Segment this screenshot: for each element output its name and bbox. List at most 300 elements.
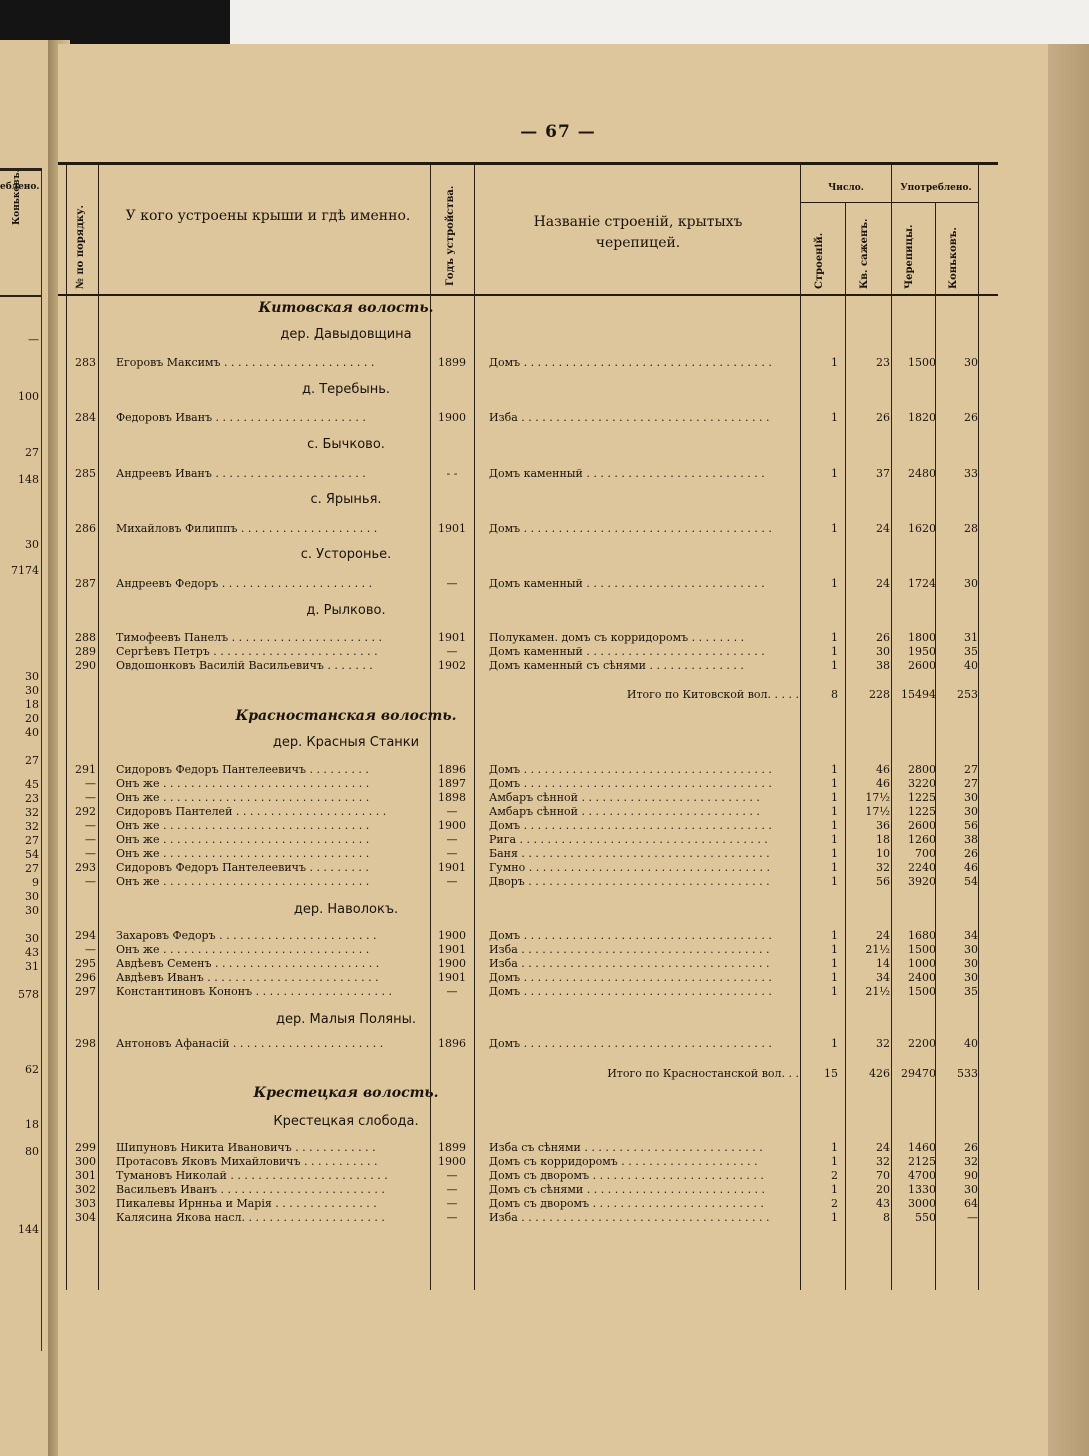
left-page-number: 7174 xyxy=(11,564,39,577)
left-page-number: 31 xyxy=(25,960,39,973)
volost-heading: Красностанская волость. xyxy=(235,708,457,724)
table-row xyxy=(58,847,1048,861)
ridge-count: 64 xyxy=(964,1197,978,1210)
volost-heading: Крестецкая волость. xyxy=(253,1085,439,1101)
row-number: 285 xyxy=(75,467,96,480)
background-paper xyxy=(230,0,1089,48)
village-heading: с. Ярынья. xyxy=(310,492,382,507)
tile-count: 1620 xyxy=(908,522,936,535)
year-built: — xyxy=(446,875,458,888)
table-row xyxy=(58,805,1048,819)
row-number: 301 xyxy=(75,1169,96,1182)
building-name: Домъ . . . . . . . . . . . . . . . . . . . . . . . . . . . . . . . . . . . . xyxy=(489,1037,772,1050)
ridge-count: 26 xyxy=(964,1141,978,1154)
left-page-number: 18 xyxy=(25,698,39,711)
owner-name: Протасовъ Яковъ Михайловичъ . . . . . . . . . . . xyxy=(116,1155,378,1168)
left-page-number: 32 xyxy=(25,820,39,833)
building-name: Дворъ . . . . . . . . . . . . . . . . . . . . . . . . . . . . . . . . . . . xyxy=(489,875,770,888)
square-sazhens: 37 xyxy=(876,467,890,480)
row-number: 284 xyxy=(75,411,96,424)
owner-name: Калясина Якова насл. . . . . . . . . . . . . . . . . . . . . xyxy=(116,1211,385,1224)
left-page-number: 40 xyxy=(25,726,39,739)
building-count: 1 xyxy=(831,819,838,832)
table-row xyxy=(58,1141,1048,1155)
building-count: 1 xyxy=(831,522,838,535)
village-heading: дер. Красныя Станки xyxy=(272,735,420,750)
left-page-number: 27 xyxy=(25,754,39,767)
left-page-number: 27 xyxy=(25,862,39,875)
year-built: 1901 xyxy=(438,631,466,644)
building-name: Домъ . . . . . . . . . . . . . . . . . . . . . . . . . . . . . . . . . . . . xyxy=(489,522,772,535)
building-name: Рига . . . . . . . . . . . . . . . . . . . . . . . . . . . . . . . . . . . . xyxy=(489,833,768,846)
left-page-number: 54 xyxy=(25,848,39,861)
ridge-count: 27 xyxy=(964,763,978,776)
header-rule xyxy=(58,294,998,296)
header-tiles: Черепицы. xyxy=(904,224,915,289)
tile-count: 1460 xyxy=(908,1141,936,1154)
year-built: 1902 xyxy=(438,659,466,672)
building-count: 1 xyxy=(831,847,838,860)
left-page-number: 80 xyxy=(25,1145,39,1158)
ridge-count: 30 xyxy=(964,957,978,970)
total-ridges: 253 xyxy=(957,688,978,701)
year-built: — xyxy=(446,1183,458,1196)
tile-count: 1680 xyxy=(908,929,936,942)
row-number: 303 xyxy=(75,1197,96,1210)
building-count: 1 xyxy=(831,791,838,804)
year-built: 1901 xyxy=(438,943,466,956)
square-sazhens: 23 xyxy=(876,356,890,369)
square-sazhens: 56 xyxy=(876,875,890,888)
building-count: 2 xyxy=(831,1169,838,1182)
owner-name: Сергѣевъ Петръ . . . . . . . . . . . . . . . . . . . . . . . . xyxy=(116,645,378,658)
owner-name: Сидоровъ Пантелей . . . . . . . . . . . . . . . . . . . . . . xyxy=(116,805,387,818)
building-count: 1 xyxy=(831,861,838,874)
building-name: Домъ съ дворомъ . . . . . . . . . . . . . . . . . . . . . . . . . xyxy=(489,1169,764,1182)
ridge-count: 40 xyxy=(964,659,978,672)
building-name: Амбаръ сѣнной . . . . . . . . . . . . . . . . . . . . . . . . . . xyxy=(489,805,760,818)
row-number: 302 xyxy=(75,1183,96,1196)
ridge-count: 30 xyxy=(964,971,978,984)
owner-name: Егоровъ Максимъ . . . . . . . . . . . . . . . . . . . . . . xyxy=(116,356,375,369)
square-sazhens: 17½ xyxy=(865,791,890,804)
tile-count: 2600 xyxy=(908,659,936,672)
village-heading: с. Бычково. xyxy=(307,437,385,452)
building-name: Изба . . . . . . . . . . . . . . . . . . . . . . . . . . . . . . . . . . . . xyxy=(489,1211,770,1224)
volost-heading: Китовская волость. xyxy=(258,300,434,316)
ridge-count: 28 xyxy=(964,522,978,535)
header-building: Названіе строеній, крытыхъ черепицей. xyxy=(533,214,743,251)
village-heading: дер. Наволокъ. xyxy=(293,902,399,917)
table-row xyxy=(58,577,1048,591)
left-column-header: Коньковъ. xyxy=(12,169,22,225)
owner-name: Овдошонковъ Василій Васильевичъ . . . . . . . xyxy=(116,659,373,672)
tile-count: 1500 xyxy=(908,356,936,369)
square-sazhens: 14 xyxy=(876,957,890,970)
ridge-count: 30 xyxy=(964,805,978,818)
building-name: Домъ . . . . . . . . . . . . . . . . . . . . . . . . . . . . . . . . . . . . xyxy=(489,971,772,984)
year-built: 1897 xyxy=(438,777,466,790)
ridge-count: — xyxy=(967,1211,978,1224)
owner-name: Тимофеевъ Панелъ . . . . . . . . . . . . . . . . . . . . . . xyxy=(116,631,382,644)
square-sazhens: 24 xyxy=(876,577,890,590)
tile-count: 700 xyxy=(915,847,936,860)
tile-count: 1950 xyxy=(908,645,936,658)
building-name: Домъ . . . . . . . . . . . . . . . . . . . . . . . . . . . . . . . . . . . . xyxy=(489,356,772,369)
ridge-count: 35 xyxy=(964,985,978,998)
total-label: Итого по Красностанской вол. . . xyxy=(607,1067,799,1080)
left-page-number: 100 xyxy=(18,390,39,403)
tile-count: 3000 xyxy=(908,1197,936,1210)
table-row xyxy=(58,659,1048,673)
table-row xyxy=(58,777,1048,791)
tile-count: 1724 xyxy=(908,577,936,590)
tile-count: 1820 xyxy=(908,411,936,424)
table-row xyxy=(58,1037,1048,1051)
left-page-number: 62 xyxy=(25,1063,39,1076)
building-count: 1 xyxy=(831,631,838,644)
ridge-count: 30 xyxy=(964,577,978,590)
row-number: 292 xyxy=(75,805,96,818)
left-page-number: 144 xyxy=(18,1223,39,1236)
square-sazhens: 32 xyxy=(876,861,890,874)
table-row xyxy=(58,957,1048,971)
table-row xyxy=(58,411,1048,425)
square-sazhens: 26 xyxy=(876,411,890,424)
owner-name: Антоновъ Афанасій . . . . . . . . . . . . . . . . . . . . . . xyxy=(116,1037,384,1050)
total-label: Итого по Китовской вол. . . . . xyxy=(626,688,799,701)
building-count: 1 xyxy=(831,929,838,942)
square-sazhens: 17½ xyxy=(865,805,890,818)
village-heading: дер. Малыя Поляны. xyxy=(276,1012,416,1027)
left-page-number: 23 xyxy=(25,792,39,805)
table-row xyxy=(58,875,1048,889)
total-count: 8 xyxy=(831,688,838,701)
square-sazhens: 10 xyxy=(876,847,890,860)
table-row xyxy=(58,522,1048,536)
ridge-count: 34 xyxy=(964,929,978,942)
building-name: Полукамен. домъ съ корридоромъ . . . . . . . . xyxy=(489,631,745,644)
ridge-count: 30 xyxy=(964,943,978,956)
year-built: - - xyxy=(446,467,458,480)
tile-count: 2800 xyxy=(908,763,936,776)
tile-count: 3920 xyxy=(908,875,936,888)
total-sq: 426 xyxy=(869,1067,890,1080)
year-built: 1900 xyxy=(438,819,466,832)
square-sazhens: 8 xyxy=(883,1211,890,1224)
owner-name: Пикалевы Ирнньа и Марія . . . . . . . . . . . . . . . xyxy=(116,1197,377,1210)
owner-name: Онъ же . . . . . . . . . . . . . . . . . . . . . . . . . . . . . . xyxy=(116,833,370,846)
building-count: 1 xyxy=(831,411,838,424)
owner-name: Онъ же . . . . . . . . . . . . . . . . . . . . . . . . . . . . . . xyxy=(116,777,370,790)
square-sazhens: 46 xyxy=(876,777,890,790)
tile-count: 1225 xyxy=(908,805,936,818)
building-name: Домъ съ сѣнями . . . . . . . . . . . . . . . . . . . . . . . . . . xyxy=(489,1183,766,1196)
row-number: 294 xyxy=(75,929,96,942)
square-sazhens: 20 xyxy=(876,1183,890,1196)
row-number: 290 xyxy=(75,659,96,672)
col-line-no xyxy=(98,165,99,1290)
ridge-count: 54 xyxy=(964,875,978,888)
left-page-number: 30 xyxy=(25,890,39,903)
ridge-count: 26 xyxy=(964,847,978,860)
table-row xyxy=(58,971,1048,985)
tile-count: 2480 xyxy=(908,467,936,480)
total-tiles: 29470 xyxy=(901,1067,936,1080)
building-count: 1 xyxy=(831,943,838,956)
table-row xyxy=(58,819,1048,833)
page-number: — 67 — xyxy=(520,122,596,142)
row-number: 287 xyxy=(75,577,96,590)
row-number: — xyxy=(85,791,96,804)
building-count: 1 xyxy=(831,356,838,369)
building-count: 1 xyxy=(831,971,838,984)
row-number: 298 xyxy=(75,1037,96,1050)
tile-count: 2125 xyxy=(908,1155,936,1168)
left-page-number: 30 xyxy=(25,538,39,551)
ridge-count: 32 xyxy=(964,1155,978,1168)
total-sq: 228 xyxy=(869,688,890,701)
ridge-count: 33 xyxy=(964,467,978,480)
year-built: 1900 xyxy=(438,411,466,424)
square-sazhens: 24 xyxy=(876,522,890,535)
building-name: Изба . . . . . . . . . . . . . . . . . . . . . . . . . . . . . . . . . . . . xyxy=(489,957,770,970)
building-name: Домъ каменный съ сѣнями . . . . . . . . . . . . . . xyxy=(489,659,744,672)
left-page-number: 148 xyxy=(18,473,39,486)
year-built: — xyxy=(446,833,458,846)
left-page-number: 18 xyxy=(25,1118,39,1131)
table-row xyxy=(58,791,1048,805)
ridge-count: 27 xyxy=(964,777,978,790)
table-row xyxy=(58,1197,1048,1211)
building-name: Домъ . . . . . . . . . . . . . . . . . . . . . . . . . . . . . . . . . . . . xyxy=(489,777,772,790)
left-page-number: 20 xyxy=(25,712,39,725)
square-sazhens: 43 xyxy=(876,1197,890,1210)
total-row xyxy=(58,688,1048,702)
building-count: 2 xyxy=(831,1197,838,1210)
year-built: 1901 xyxy=(438,522,466,535)
building-name: Домъ . . . . . . . . . . . . . . . . . . . . . . . . . . . . . . . . . . . . xyxy=(489,985,772,998)
row-number: — xyxy=(85,943,96,956)
left-header-fragment: ебленo. xyxy=(0,182,40,192)
building-name: Баня . . . . . . . . . . . . . . . . . . . . . . . . . . . . . . . . . . . . xyxy=(489,847,770,860)
building-count: 1 xyxy=(831,467,838,480)
ridge-count: 90 xyxy=(964,1169,978,1182)
owner-name: Васильевъ Иванъ . . . . . . . . . . . . . . . . . . . . . . . . xyxy=(116,1183,385,1196)
year-built: 1898 xyxy=(438,791,466,804)
building-name: Домъ каменный . . . . . . . . . . . . . . . . . . . . . . . . . . xyxy=(489,645,765,658)
table-row xyxy=(58,1211,1048,1225)
tile-count: 550 xyxy=(915,1211,936,1224)
ridge-count: 30 xyxy=(964,1183,978,1196)
year-built: 1896 xyxy=(438,1037,466,1050)
year-built: 1896 xyxy=(438,763,466,776)
year-built: — xyxy=(446,645,458,658)
ridge-count: 31 xyxy=(964,631,978,644)
village-heading: д. Рылково. xyxy=(306,603,386,618)
building-count: 1 xyxy=(831,577,838,590)
building-name: Домъ каменный . . . . . . . . . . . . . . . . . . . . . . . . . . xyxy=(489,467,765,480)
row-number: — xyxy=(85,875,96,888)
row-number: 299 xyxy=(75,1141,96,1154)
owner-name: Сидоровъ Федоръ Пантелеевичъ . . . . . . . . . xyxy=(116,763,369,776)
top-rule xyxy=(58,162,998,165)
tile-count: 2240 xyxy=(908,861,936,874)
year-built: — xyxy=(446,805,458,818)
tile-count: 1500 xyxy=(908,985,936,998)
square-sazhens: 26 xyxy=(876,631,890,644)
table-row xyxy=(58,645,1048,659)
year-built: — xyxy=(446,1211,458,1224)
owner-name: Андреевъ Федоръ . . . . . . . . . . . . . . . . . . . . . . xyxy=(116,577,373,590)
tile-count: 1225 xyxy=(908,791,936,804)
row-number: 304 xyxy=(75,1211,96,1224)
table-row xyxy=(58,763,1048,777)
building-count: 1 xyxy=(831,833,838,846)
left-page-number: 27 xyxy=(25,446,39,459)
square-sazhens: 46 xyxy=(876,763,890,776)
total-count: 15 xyxy=(824,1067,838,1080)
year-built: 1899 xyxy=(438,1141,466,1154)
village-heading: дер. Давыдовщина xyxy=(280,327,412,342)
left-page-number: 30 xyxy=(25,932,39,945)
tile-count: 1330 xyxy=(908,1183,936,1196)
square-sazhens: 30 xyxy=(876,645,890,658)
left-page-number: 43 xyxy=(25,946,39,959)
header-no: № по порядку. xyxy=(75,205,86,289)
ridge-count: 56 xyxy=(964,819,978,832)
table-row xyxy=(58,985,1048,999)
table-row xyxy=(58,1183,1048,1197)
left-page-number: 30 xyxy=(25,684,39,697)
tile-count: 1260 xyxy=(908,833,936,846)
owner-name: Онъ же . . . . . . . . . . . . . . . . . . . . . . . . . . . . . . xyxy=(116,819,370,832)
building-count: 1 xyxy=(831,1141,838,1154)
building-count: 1 xyxy=(831,777,838,790)
owner-name: Тумановъ Николай . . . . . . . . . . . . . . . . . . . . . . . xyxy=(116,1169,388,1182)
tile-count: 2200 xyxy=(908,1037,936,1050)
building-count: 1 xyxy=(831,645,838,658)
table-row xyxy=(58,356,1048,370)
total-row xyxy=(58,1067,1048,1081)
owner-name: Онъ же . . . . . . . . . . . . . . . . . . . . . . . . . . . . . . xyxy=(116,943,370,956)
table-row xyxy=(58,1169,1048,1183)
village-heading: д. Теребынь. xyxy=(301,382,391,397)
group-rule xyxy=(800,202,978,203)
right-border-line xyxy=(978,165,979,1290)
table-row xyxy=(58,861,1048,875)
year-built: 1899 xyxy=(438,356,466,369)
left-page-number: — xyxy=(28,333,39,346)
ridge-count: 40 xyxy=(964,1037,978,1050)
owner-name: Михайловъ Филиппъ . . . . . . . . . . . . . . . . . . . . xyxy=(116,522,378,535)
row-number: 296 xyxy=(75,971,96,984)
building-name: Изба . . . . . . . . . . . . . . . . . . . . . . . . . . . . . . . . . . . . xyxy=(489,411,770,424)
building-name: Изба съ сѣнями . . . . . . . . . . . . . . . . . . . . . . . . . . xyxy=(489,1141,763,1154)
col-line-building xyxy=(800,165,801,1290)
table-row xyxy=(58,467,1048,481)
header-sq: Кв. саженъ. xyxy=(859,218,870,289)
square-sazhens: 21½ xyxy=(865,943,890,956)
left-page-number: 27 xyxy=(25,834,39,847)
square-sazhens: 24 xyxy=(876,929,890,942)
building-count: 1 xyxy=(831,1211,838,1224)
square-sazhens: 21½ xyxy=(865,985,890,998)
year-built: 1901 xyxy=(438,971,466,984)
square-sazhens: 24 xyxy=(876,1141,890,1154)
table-row xyxy=(58,1155,1048,1169)
ridge-count: 26 xyxy=(964,411,978,424)
table-row xyxy=(58,631,1048,645)
tile-count: 1000 xyxy=(908,957,936,970)
building-count: 1 xyxy=(831,957,838,970)
building-count: 1 xyxy=(831,1183,838,1196)
owner-name: Константиновъ Кононъ . . . . . . . . . . . . . . . . . . . . xyxy=(116,985,392,998)
year-built: — xyxy=(446,985,458,998)
ridge-count: 30 xyxy=(964,791,978,804)
row-number: — xyxy=(85,847,96,860)
square-sazhens: 38 xyxy=(876,659,890,672)
year-built: 1901 xyxy=(438,861,466,874)
owner-name: Шипуновъ Никита Ивановичъ . . . . . . . . . . . . xyxy=(116,1141,376,1154)
square-sazhens: 32 xyxy=(876,1155,890,1168)
building-name: Домъ . . . . . . . . . . . . . . . . . . . . . . . . . . . . . . . . . . . . xyxy=(489,763,772,776)
row-number: — xyxy=(85,777,96,790)
ridge-count: 35 xyxy=(964,645,978,658)
tile-count: 4700 xyxy=(908,1169,936,1182)
year-built: — xyxy=(446,1197,458,1210)
building-name: Домъ . . . . . . . . . . . . . . . . . . . . . . . . . . . . . . . . . . . . xyxy=(489,819,772,832)
total-tiles: 15494 xyxy=(901,688,936,701)
square-sazhens: 70 xyxy=(876,1169,890,1182)
village-heading: Крестецкая слобода. xyxy=(273,1114,419,1129)
year-built: — xyxy=(446,1169,458,1182)
building-count: 1 xyxy=(831,985,838,998)
ridge-count: 46 xyxy=(964,861,978,874)
building-count: 1 xyxy=(831,805,838,818)
year-built: 1900 xyxy=(438,1155,466,1168)
row-number: 297 xyxy=(75,985,96,998)
table-row xyxy=(58,943,1048,957)
year-built: — xyxy=(446,577,458,590)
row-number: 288 xyxy=(75,631,96,644)
year-built: 1900 xyxy=(438,957,466,970)
building-name: Домъ съ дворомъ . . . . . . . . . . . . . . . . . . . . . . . . . xyxy=(489,1197,764,1210)
building-name: Домъ каменный . . . . . . . . . . . . . . . . . . . . . . . . . . xyxy=(489,577,765,590)
square-sazhens: 32 xyxy=(876,1037,890,1050)
village-heading: с. Усторонье. xyxy=(300,547,392,562)
owner-name: Сидоровъ Федоръ Пантелеевичъ . . . . . . . . . xyxy=(116,861,369,874)
tile-count: 3220 xyxy=(908,777,936,790)
left-page-number: 32 xyxy=(25,806,39,819)
square-sazhens: 18 xyxy=(876,833,890,846)
tile-count: 1800 xyxy=(908,631,936,644)
owner-name: Федоровъ Иванъ . . . . . . . . . . . . . . . . . . . . . . xyxy=(116,411,366,424)
left-page-number: 30 xyxy=(25,904,39,917)
year-built: 1900 xyxy=(438,929,466,942)
owner-name: Авдѣевъ Иванъ . . . . . . . . . . . . . . . . . . . . . . . . . xyxy=(116,971,379,984)
owner-name: Онъ же . . . . . . . . . . . . . . . . . . . . . . . . . . . . . . xyxy=(116,791,370,804)
total-ridges: 533 xyxy=(957,1067,978,1080)
header-year: Годъ устройства. xyxy=(445,185,456,286)
header-group-used: Употреблено. xyxy=(900,183,972,193)
owner-name: Онъ же . . . . . . . . . . . . . . . . . . . . . . . . . . . . . . xyxy=(116,847,370,860)
page xyxy=(58,44,1048,1456)
owner-name: Авдѣевъ Семенъ . . . . . . . . . . . . . . . . . . . . . . . . xyxy=(116,957,380,970)
header-ridges: Коньковъ. xyxy=(948,227,959,289)
row-number: — xyxy=(85,833,96,846)
left-column-line xyxy=(41,171,42,1351)
